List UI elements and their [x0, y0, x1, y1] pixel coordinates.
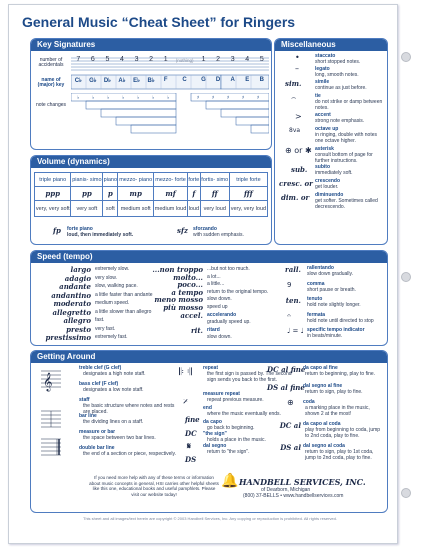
around-mid-desc: holds a place in the music. — [207, 437, 266, 443]
speed-modifier: ...non troppo — [152, 265, 203, 274]
speed-right-column — [263, 265, 387, 343]
tie-icon: ⌢ — [291, 93, 297, 102]
svg-text:♭: ♭ — [167, 95, 170, 101]
misc-desc: continue as just before. — [315, 85, 367, 91]
speed-right-name: specific tempo indicator — [307, 327, 365, 333]
count-cell: 2 — [216, 56, 221, 63]
misc-name: tie — [315, 93, 321, 99]
around-desc: the end of a section or piece, respectively. — [83, 451, 177, 457]
dynamic-name: piano — [103, 173, 118, 187]
around-term-row — [79, 365, 187, 381]
around-desc: designates a low note staff. — [83, 387, 144, 393]
speed-term: allegro — [63, 316, 91, 325]
speed-mod-desc: slow down. — [207, 296, 232, 303]
speed-mod-row — [151, 265, 261, 273]
misc-symbol: dim. or — [281, 193, 310, 202]
around-right-name: dal segno al coda — [303, 443, 345, 449]
around-mid-term: da capo — [203, 419, 222, 425]
around-term: measure or bar — [79, 429, 116, 435]
dynamic-symbol: mp — [118, 187, 154, 201]
speed-term: andantino — [51, 290, 91, 300]
metronome-icon: ♩ = ♩ — [287, 327, 304, 335]
speed-mod-desc: return to the original tempo. — [207, 288, 269, 295]
count-cell: 1 — [201, 56, 206, 63]
count-cell: 5 — [105, 56, 110, 63]
company-contact: (800) 37-BELLS • www.handbellservices.com — [243, 493, 344, 499]
misc-desc: long, smooth notes. — [315, 72, 359, 78]
around-right-symbol: DC al — [279, 421, 301, 430]
volume-header: Volume (dynamics) — [31, 156, 271, 168]
speed-right-desc: hold note until directed to stop — [307, 317, 374, 324]
speed-desc: a little slower than allegro — [95, 308, 152, 315]
svg-text:♯: ♯ — [242, 95, 245, 101]
misc-name: accent — [315, 112, 331, 118]
speed-mod-row — [151, 333, 261, 341]
miscellaneous-header: Miscellaneous — [275, 39, 387, 51]
accidental-counts — [71, 56, 269, 63]
staccato-icon: • — [295, 53, 300, 62]
svg-text:♭: ♭ — [137, 95, 140, 101]
around-term: bass clef (F clef) — [79, 381, 119, 387]
around-term-row — [79, 445, 187, 461]
dynamic-name: mezzo- forte — [154, 173, 188, 187]
count-cell: 4 — [245, 56, 250, 63]
miscellaneous-panel — [274, 38, 388, 245]
dynamic-name: forte — [188, 173, 201, 187]
dynamic-symbol: ppp — [35, 187, 71, 201]
key-signatures-header: Key Signatures — [31, 39, 271, 51]
key-name: A — [230, 77, 235, 83]
key-signatures-panel — [30, 38, 272, 150]
segno-icon: 𝄋 — [187, 442, 191, 452]
around-desc: designates a high note staff. — [83, 371, 146, 377]
speed-modifier: a tempo — [171, 287, 203, 297]
around-right-row — [267, 365, 387, 383]
around-left-column — [79, 365, 187, 461]
misc-desc: do not strike or damp between notes. — [315, 99, 383, 111]
dynamic-symbol: f — [188, 187, 201, 201]
around-right-column — [267, 365, 387, 465]
accidentals-label: number of accidentals — [38, 57, 64, 68]
count-cell: 1 — [163, 56, 168, 63]
around-desc: the space between two bar lines. — [83, 435, 156, 441]
speed-modifier: molto... — [173, 272, 203, 282]
measure-repeat-icon: 𝄎 — [183, 397, 188, 408]
around-right-symbol: DS al fine — [267, 383, 305, 392]
speed-mod-desc: speed up — [207, 303, 228, 310]
around-right-name: da capo al coda — [303, 421, 341, 427]
speed-mod-row — [151, 318, 261, 326]
speed-right-desc: short pause or breath. — [307, 286, 356, 293]
key-name: D — [215, 77, 221, 83]
count-cell: (nothing) — [175, 58, 194, 63]
svg-text:♭: ♭ — [77, 95, 80, 101]
speed-desc: slow, walking pace. — [95, 283, 138, 289]
dynamic-symbol: ff — [200, 187, 229, 201]
speed-right-row — [263, 296, 387, 312]
svg-text:♯: ♯ — [257, 95, 260, 101]
key-names — [71, 77, 269, 84]
svg-text:♭: ♭ — [107, 95, 110, 101]
around-right-name: coda — [303, 399, 315, 405]
around-right-desc: return to beginning, play to fine. — [305, 371, 376, 377]
speed-mod-desc: a little... — [207, 281, 225, 288]
around-mid-desc: return to "the sign". — [207, 449, 250, 455]
misc-desc: immediately soft. — [315, 170, 353, 176]
fp-desc: loud, then immediately soft. — [67, 232, 134, 238]
hsi-logo — [221, 473, 366, 499]
dynamic-desc: very soft — [71, 201, 103, 217]
speed-desc: a little faster than andante — [95, 291, 153, 298]
speed-mod-row — [151, 280, 261, 288]
svg-text:♯: ♯ — [227, 95, 230, 101]
speed-mod-row — [151, 287, 269, 297]
svg-text:𝄞: 𝄞 — [43, 372, 53, 391]
speed-mod-row — [151, 311, 261, 319]
speed-modifier: poco... — [177, 280, 203, 290]
count-cell: 4 — [120, 56, 124, 63]
dynamic-symbol: p — [103, 187, 118, 201]
around-desc: the dividing lines on a staff. — [83, 419, 144, 425]
legato-icon: – — [295, 64, 299, 73]
company-name: HANDBELL SERVICES, INC. — [239, 477, 366, 487]
dynamic-name: triple piano — [35, 173, 71, 187]
dynamic-symbol: pp — [71, 187, 103, 201]
key-name: G — [201, 77, 206, 83]
note-change-staircase — [71, 93, 269, 143]
binder-hole — [401, 52, 411, 62]
speed-right-name: comma — [307, 280, 325, 287]
speed-right-symbol: rall. — [285, 265, 301, 274]
dynamic-desc: loud — [188, 201, 201, 217]
sfz-name: sforzando — [193, 226, 217, 232]
dynamic-desc: very loud — [200, 201, 229, 217]
dynamic-symbol: fff — [229, 187, 267, 201]
speed-right-name: tenuto — [307, 296, 323, 302]
key-grid — [71, 55, 269, 145]
around-term-row — [79, 413, 187, 429]
misc-desc: consult bottom of page for further instructions. — [315, 152, 373, 164]
dynamic-name: mezzo- piano — [118, 173, 154, 187]
company-city: of Dearborn, Michigan — [261, 487, 311, 493]
speed-right-desc: hold note slightly longer. — [307, 302, 361, 308]
treble-clef-staff-icon — [41, 367, 61, 457]
key-name: E♭ — [133, 78, 140, 84]
speed-desc: extremely fast. — [95, 334, 128, 340]
around-right-desc: play from beginning to coda, jump to 2nd coda, play to fine. — [305, 427, 381, 439]
key-name: E — [245, 77, 250, 83]
key-name-label: name of (major) key — [37, 77, 65, 88]
svg-text:♯: ♯ — [212, 95, 215, 101]
misc-desc: strong note emphasis. — [315, 118, 365, 124]
around-mid-desc: go back to beginning. — [207, 425, 255, 431]
key-name: G♭ — [89, 78, 97, 84]
speed-term: adagio — [64, 273, 91, 283]
speed-mod-row — [151, 326, 261, 334]
speed-right-row — [263, 312, 387, 328]
count-cell: 3 — [230, 56, 235, 63]
misc-name: legato — [315, 66, 330, 72]
count-cell: 7 — [76, 56, 81, 63]
dynamic-desc: soft — [103, 201, 118, 217]
speed-modifier: più mosso — [163, 302, 203, 312]
key-name: C♭ — [74, 78, 82, 84]
around-right-desc: a marking place in the music, shown 2 at the most! — [305, 405, 370, 417]
around-right-name: da capo al fine — [303, 365, 338, 371]
speed-term-row — [35, 282, 151, 291]
around-right-desc: return to sign, play to 1st coda, jump to 2nd coda, play to fine. — [305, 449, 374, 461]
around-right-row — [279, 421, 387, 443]
speed-mod-desc: ...but not too much. — [207, 266, 250, 272]
around-right-row — [280, 443, 387, 465]
misc-name: simile — [315, 79, 330, 85]
around-right-name: dal segno al fine — [303, 383, 343, 389]
getting-around-panel — [30, 350, 388, 513]
speed-term-row — [35, 316, 151, 325]
around-desc: the basic structure where notes and rests are placed. — [83, 403, 175, 415]
speed-header: Speed (tempo) — [31, 251, 387, 263]
speed-term-row — [35, 333, 151, 342]
speed-right-row — [263, 265, 387, 281]
speed-desc: very fast. — [95, 325, 116, 332]
speed-left-column — [35, 265, 151, 342]
around-term-row — [79, 397, 187, 413]
svg-text:♭: ♭ — [92, 95, 95, 101]
misc-desc: get louder. — [315, 184, 339, 190]
speed-term-row — [35, 274, 151, 283]
misc-desc: in ringing, double with notes one octave higher. — [315, 132, 377, 144]
key-name: D♭ — [103, 78, 111, 84]
count-cell: 2 — [149, 56, 154, 63]
speed-right-desc: in beats/minute. — [307, 333, 343, 339]
speed-mod-desc: ritard — [207, 326, 220, 333]
dc-symbol: DC — [185, 429, 197, 438]
speed-right-name: fermata — [307, 311, 326, 318]
accent-icon: > — [295, 112, 302, 121]
around-term: double bar line — [79, 445, 115, 451]
speed-term-row — [35, 308, 151, 317]
page-title: General Music “Cheat Sheet” for Ringers — [22, 14, 296, 30]
count-cell: 3 — [134, 56, 139, 63]
around-mid-term: measure repeat — [203, 391, 240, 397]
comma-icon: 9 — [287, 280, 292, 289]
dynamic-name: fortis- simo — [200, 173, 229, 187]
speed-right-symbol: ten. — [285, 296, 301, 305]
dynamic-desc: medium soft — [118, 201, 154, 217]
bell-logo-icon: 🔔 — [221, 473, 239, 489]
misc-desc: short stopped notes. — [315, 59, 361, 65]
volume-panel — [30, 155, 272, 245]
speed-mid-column — [151, 265, 269, 341]
speed-term-row — [35, 325, 151, 334]
around-mid-row — [203, 405, 303, 419]
around-term-row — [79, 429, 187, 445]
around-mid-term: end — [203, 405, 212, 411]
around-right-desc: return to sign, play to fine. — [305, 389, 363, 395]
speed-modifier: meno mosso — [154, 295, 203, 305]
getting-around-header: Getting Around — [31, 351, 387, 363]
coda-icon: ⊕ — [287, 398, 294, 407]
speed-mod-desc: slow down. — [207, 334, 232, 341]
speed-right-row — [263, 281, 387, 297]
dynamics-symbol-row — [35, 187, 268, 201]
around-term: treble clef (G clef) — [79, 365, 122, 371]
dynamic-name: pianis- simo — [71, 173, 103, 187]
count-cell: 6 — [90, 56, 95, 63]
footer-help-text: If you need more help with any of these terms or information about music concepts in general, HSI carries other helpful sheets like this one, educational books and useful pamphlets. Please visit our website today! — [89, 475, 219, 497]
svg-text:♯: ♯ — [197, 95, 200, 101]
misc-name: subito — [315, 164, 330, 170]
speed-right-name: rallentando — [307, 265, 334, 271]
speed-term: largo — [70, 265, 91, 274]
around-right-symbol: DC al fine — [267, 365, 306, 374]
speed-term: allegretto — [52, 307, 91, 317]
misc-desc: get softer. Sometimes called decrescendo. — [315, 198, 378, 210]
key-name: A♭ — [118, 78, 126, 84]
key-name: B — [259, 77, 264, 83]
asterisk-icon: ⊕ or ✱ — [285, 146, 312, 155]
octave-up-icon: 8va — [289, 127, 301, 134]
speed-term: moderato — [53, 299, 91, 308]
speed-term-row — [35, 265, 151, 274]
misc-name: crescendo — [315, 178, 341, 184]
misc-name: staccato — [315, 53, 336, 59]
around-right-row — [267, 383, 387, 399]
ds-symbol: DS — [185, 455, 197, 464]
speed-desc: very slow. — [95, 274, 117, 281]
around-mid-row — [203, 431, 303, 443]
fine-symbol: fine — [185, 415, 200, 424]
speed-right-desc: slow down gradually. — [307, 271, 354, 277]
dynamic-name: triple forte — [229, 173, 267, 187]
binder-hole — [401, 272, 411, 282]
misc-name: diminuendo — [315, 192, 344, 198]
around-mid-term: dal segno — [203, 443, 227, 449]
sfz-symbol: sfz — [177, 226, 188, 235]
around-term: staff — [79, 397, 90, 403]
around-mid-desc: repeat previous measure. — [207, 397, 264, 403]
around-mid-column — [203, 365, 306, 455]
speed-term-row — [35, 291, 151, 300]
speed-mod-desc: a lot... — [207, 273, 221, 280]
around-right-row — [287, 398, 387, 421]
misc-symbol: sim. — [285, 79, 302, 88]
speed-modifier: rit. — [190, 325, 203, 335]
fermata-icon: 𝄐 — [287, 311, 291, 320]
key-row-labels — [33, 55, 69, 121]
speed-desc: fast. — [95, 317, 105, 323]
speed-panel — [30, 250, 388, 346]
copyright: This sheet and all images/text herein are copyright © 2003 Handbell Services, Inc. Any copying or reproduction is prohibited. All rights reserved. — [83, 516, 337, 521]
key-name: F — [163, 77, 168, 83]
misc-symbol: sub. — [291, 165, 308, 174]
fp-symbol: fp — [53, 226, 61, 235]
speed-mod-desc: accelerando — [207, 311, 237, 318]
svg-text:♭: ♭ — [152, 95, 155, 101]
speed-modifier: accel. — [180, 310, 203, 320]
around-term: bar line — [79, 413, 97, 419]
speed-term: andante — [59, 282, 91, 291]
fp-name: forte piano — [67, 226, 93, 232]
speed-desc: extremely slow. — [95, 266, 130, 272]
speed-mod-desc: gradually speed up. — [207, 319, 251, 326]
speed-mod-row — [151, 295, 261, 303]
dynamics-table — [34, 172, 268, 217]
around-term-row — [79, 381, 187, 397]
misc-name: asterisk — [315, 146, 334, 152]
speed-desc: medium speed. — [95, 300, 130, 306]
dynamics-desc-row — [35, 201, 268, 217]
around-mid-desc: where the music eventually ends. — [207, 411, 281, 417]
dynamic-desc: medium loud — [154, 201, 188, 217]
dynamics-name-row — [35, 173, 268, 187]
misc-symbol: cresc. or — [279, 179, 313, 188]
around-right-symbol: DS al — [280, 443, 301, 452]
speed-term: prestissimo — [45, 333, 91, 342]
note-changes-label: note changes — [35, 102, 67, 108]
around-mid-term: repeat — [203, 365, 219, 371]
speed-term: presto — [66, 324, 91, 334]
around-mid-term: "the sign" — [203, 431, 227, 437]
dynamic-symbol: mf — [154, 187, 188, 201]
key-name: C — [182, 77, 187, 83]
repeat-sign-icon: 𝄆 𝄇 — [179, 367, 192, 378]
svg-text:♭: ♭ — [122, 95, 125, 101]
speed-mod-row — [151, 303, 261, 311]
dynamic-desc: very, very loud — [229, 201, 267, 217]
binder-hole — [401, 488, 411, 498]
around-mid-desc: the first sign is passed by. The second sign sends you back to the first. — [207, 371, 292, 383]
misc-name: octave up — [315, 126, 339, 132]
count-cell: 5 — [259, 56, 264, 63]
speed-right-row — [263, 327, 387, 343]
dynamic-desc: very, very soft — [35, 201, 71, 217]
key-name: B♭ — [147, 78, 155, 84]
speed-mod-row — [151, 273, 261, 281]
speed-term-row — [35, 299, 151, 308]
sfz-desc: with sudden emphasis. — [193, 232, 244, 238]
